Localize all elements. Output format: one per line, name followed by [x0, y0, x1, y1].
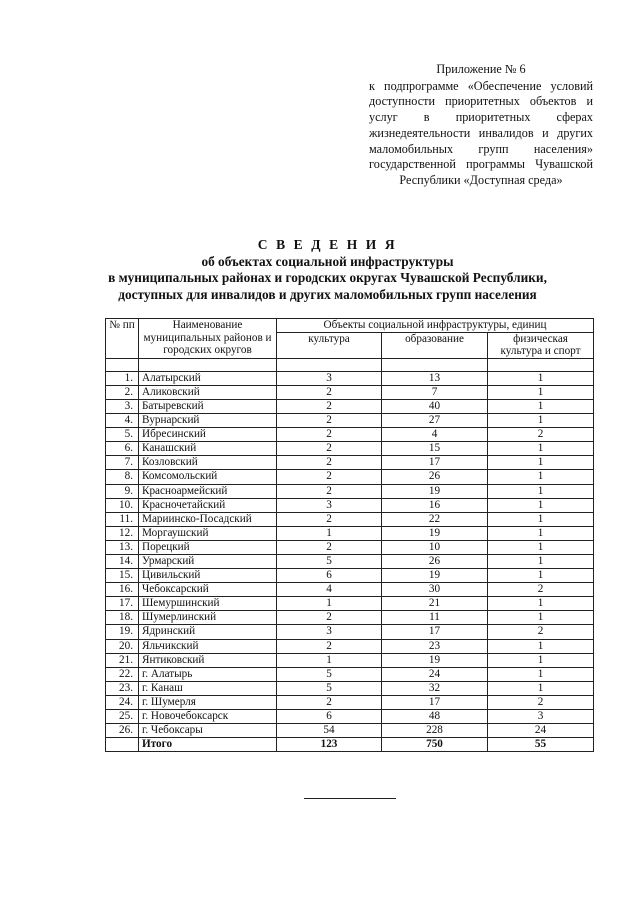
table-row: [106, 681, 594, 695]
row-sport: 1: [488, 385, 594, 399]
row-name: г. Алатырь: [139, 667, 277, 681]
row-number: 9.: [106, 484, 139, 498]
row-name: Канашский: [139, 442, 277, 456]
row-education: 16: [382, 498, 488, 512]
row-sport: 1: [488, 470, 594, 484]
row-name: Вурнарский: [139, 414, 277, 428]
row-culture: 2: [277, 484, 382, 498]
row-sport: 3: [488, 710, 594, 724]
row-name: Яльчикский: [139, 639, 277, 653]
row-number: 20.: [106, 639, 139, 653]
row-culture: 2: [277, 442, 382, 456]
infrastructure-table: [105, 318, 594, 752]
row-sport: 2: [488, 695, 594, 709]
row-education: 19: [382, 569, 488, 583]
row-education: 4: [382, 428, 488, 442]
row-name: Порецкий: [139, 540, 277, 554]
row-education: 19: [382, 484, 488, 498]
row-number: 23.: [106, 681, 139, 695]
row-sport: 1: [488, 611, 594, 625]
table-row: [106, 611, 594, 625]
row-culture: 3: [277, 625, 382, 639]
row-sport: 1: [488, 442, 594, 456]
row-culture: 2: [277, 470, 382, 484]
row-education: 30: [382, 583, 488, 597]
row-number: 1.: [106, 371, 139, 385]
row-name: Шумерлинский: [139, 611, 277, 625]
row-name: Урмарский: [139, 555, 277, 569]
row-education: 48: [382, 710, 488, 724]
row-education: 13: [382, 371, 488, 385]
row-sport: 24: [488, 724, 594, 738]
row-education: 10: [382, 540, 488, 554]
row-sport: 1: [488, 399, 594, 413]
table-row: [106, 625, 594, 639]
row-sport: 1: [488, 569, 594, 583]
table-row: [106, 555, 594, 569]
row-sport: 1: [488, 498, 594, 512]
header-spacer-row: [106, 358, 594, 371]
row-sport: 1: [488, 526, 594, 540]
row-sport: 1: [488, 639, 594, 653]
row-sport: 1: [488, 414, 594, 428]
row-name: Красноармейский: [139, 484, 277, 498]
row-number: 8.: [106, 470, 139, 484]
row-culture: 2: [277, 540, 382, 554]
appendix-block: [369, 62, 593, 189]
row-education: 15: [382, 442, 488, 456]
row-name: Козловский: [139, 456, 277, 470]
row-number: 12.: [106, 526, 139, 540]
row-sport: 1: [488, 555, 594, 569]
table-row: [106, 399, 594, 413]
row-sport: 2: [488, 625, 594, 639]
row-culture: 5: [277, 667, 382, 681]
row-education: 23: [382, 639, 488, 653]
separator-line: [304, 798, 396, 799]
row-number: 25.: [106, 710, 139, 724]
row-name: Ядринский: [139, 625, 277, 639]
row-number: 5.: [106, 428, 139, 442]
row-number: 2.: [106, 385, 139, 399]
row-education: 19: [382, 653, 488, 667]
row-culture: 4: [277, 583, 382, 597]
row-number: 15.: [106, 569, 139, 583]
row-sport: 1: [488, 681, 594, 695]
table-row: [106, 540, 594, 554]
table-row: [106, 583, 594, 597]
row-education: 26: [382, 470, 488, 484]
row-culture: 2: [277, 639, 382, 653]
row-education: 32: [382, 681, 488, 695]
row-education: 27: [382, 414, 488, 428]
row-culture: 6: [277, 710, 382, 724]
total-education: 750: [382, 738, 488, 752]
document-heading: [60, 236, 595, 303]
table-row: [106, 569, 594, 583]
row-education: 19: [382, 526, 488, 540]
table-row: [106, 597, 594, 611]
row-sport: 1: [488, 667, 594, 681]
table-row: [106, 414, 594, 428]
total-sport: 55: [488, 738, 594, 752]
row-culture: 2: [277, 456, 382, 470]
row-number: 16.: [106, 583, 139, 597]
row-number: 4.: [106, 414, 139, 428]
row-culture: 2: [277, 399, 382, 413]
row-number: 7.: [106, 456, 139, 470]
appendix-text: к подпрограмме «Обеспечение условий доступности приоритетных объектов и услуг в приоритетных сферах жизнедеятельности инвалидов и других маломобильных групп населения» государственной программы Чувашской Республики «Доступная среда»: [369, 78, 593, 187]
row-education: 21: [382, 597, 488, 611]
table-row: [106, 710, 594, 724]
table-row: [106, 653, 594, 667]
table-row: [106, 456, 594, 470]
row-number: 19.: [106, 625, 139, 639]
row-education: 22: [382, 512, 488, 526]
header-group: Объекты социальной инфраструктуры, единиц: [277, 319, 594, 333]
heading-line-1: об объектах социальной инфраструктуры: [201, 254, 454, 269]
row-education: 17: [382, 625, 488, 639]
row-number: 10.: [106, 498, 139, 512]
header-number: № пп: [106, 319, 139, 359]
row-sport: 1: [488, 653, 594, 667]
row-name: Чебоксарский: [139, 583, 277, 597]
row-name: Комсомольский: [139, 470, 277, 484]
header-sport: физическая культура и спорт: [488, 332, 594, 358]
row-name: г. Новочебоксарск: [139, 710, 277, 724]
row-sport: 1: [488, 484, 594, 498]
row-sport: 1: [488, 371, 594, 385]
table-row: [106, 526, 594, 540]
row-name: Янтиковский: [139, 653, 277, 667]
row-culture: 5: [277, 681, 382, 695]
heading-line-2: в муниципальных районах и городских округах Чувашской Республики,: [108, 270, 547, 286]
row-sport: 1: [488, 456, 594, 470]
row-sport: 1: [488, 540, 594, 554]
row-education: 228: [382, 724, 488, 738]
row-culture: 54: [277, 724, 382, 738]
row-culture: 5: [277, 555, 382, 569]
row-name: г. Канаш: [139, 681, 277, 695]
table-row: [106, 484, 594, 498]
row-education: 24: [382, 667, 488, 681]
table-row: [106, 470, 594, 484]
row-sport: 1: [488, 512, 594, 526]
row-culture: 2: [277, 611, 382, 625]
table-row: [106, 498, 594, 512]
row-culture: 2: [277, 428, 382, 442]
row-number: 14.: [106, 555, 139, 569]
table-row: [106, 442, 594, 456]
row-number: 21.: [106, 653, 139, 667]
heading-title: С В Е Д Е Н И Я: [257, 237, 398, 252]
row-name: Мариинско-Посадский: [139, 512, 277, 526]
heading-line-3: доступных для инвалидов и других маломобильных групп населения: [118, 286, 537, 302]
table-row: [106, 695, 594, 709]
appendix-number: Приложение № 6: [436, 62, 526, 76]
row-number: 22.: [106, 667, 139, 681]
row-sport: 2: [488, 583, 594, 597]
table-row: [106, 724, 594, 738]
row-culture: 6: [277, 569, 382, 583]
row-culture: 2: [277, 695, 382, 709]
row-culture: 3: [277, 498, 382, 512]
header-education: образование: [382, 332, 488, 358]
row-culture: 1: [277, 526, 382, 540]
row-name: г. Шумерля: [139, 695, 277, 709]
table-row: [106, 512, 594, 526]
row-name: Цивильский: [139, 569, 277, 583]
header-culture: культура: [277, 332, 382, 358]
row-culture: 3: [277, 371, 382, 385]
row-number: 26.: [106, 724, 139, 738]
row-education: 26: [382, 555, 488, 569]
row-name: Аликовский: [139, 385, 277, 399]
row-name: Батыревский: [139, 399, 277, 413]
total-row: [106, 738, 594, 752]
total-label: Итого: [139, 738, 277, 752]
header-name: Наименование муниципальных районов и городских округов: [139, 319, 277, 359]
row-number: 17.: [106, 597, 139, 611]
row-sport: 1: [488, 597, 594, 611]
row-name: Алатырский: [139, 371, 277, 385]
table-row: [106, 639, 594, 653]
table-row: [106, 667, 594, 681]
row-culture: 2: [277, 414, 382, 428]
table-row: [106, 428, 594, 442]
row-education: 40: [382, 399, 488, 413]
row-name: г. Чебоксары: [139, 724, 277, 738]
row-culture: 1: [277, 597, 382, 611]
row-education: 17: [382, 456, 488, 470]
row-sport: 2: [488, 428, 594, 442]
row-education: 7: [382, 385, 488, 399]
row-name: Красночетайский: [139, 498, 277, 512]
row-name: Моргаушский: [139, 526, 277, 540]
row-culture: 2: [277, 385, 382, 399]
table-row: [106, 385, 594, 399]
row-number: 24.: [106, 695, 139, 709]
row-education: 17: [382, 695, 488, 709]
row-number: 3.: [106, 399, 139, 413]
row-name: Шемуршинский: [139, 597, 277, 611]
row-culture: 1: [277, 653, 382, 667]
row-number: 13.: [106, 540, 139, 554]
total-culture: 123: [277, 738, 382, 752]
row-culture: 2: [277, 512, 382, 526]
row-education: 11: [382, 611, 488, 625]
row-number: 18.: [106, 611, 139, 625]
row-name: Ибресинский: [139, 428, 277, 442]
table-row: [106, 371, 594, 385]
row-number: 11.: [106, 512, 139, 526]
row-number: 6.: [106, 442, 139, 456]
